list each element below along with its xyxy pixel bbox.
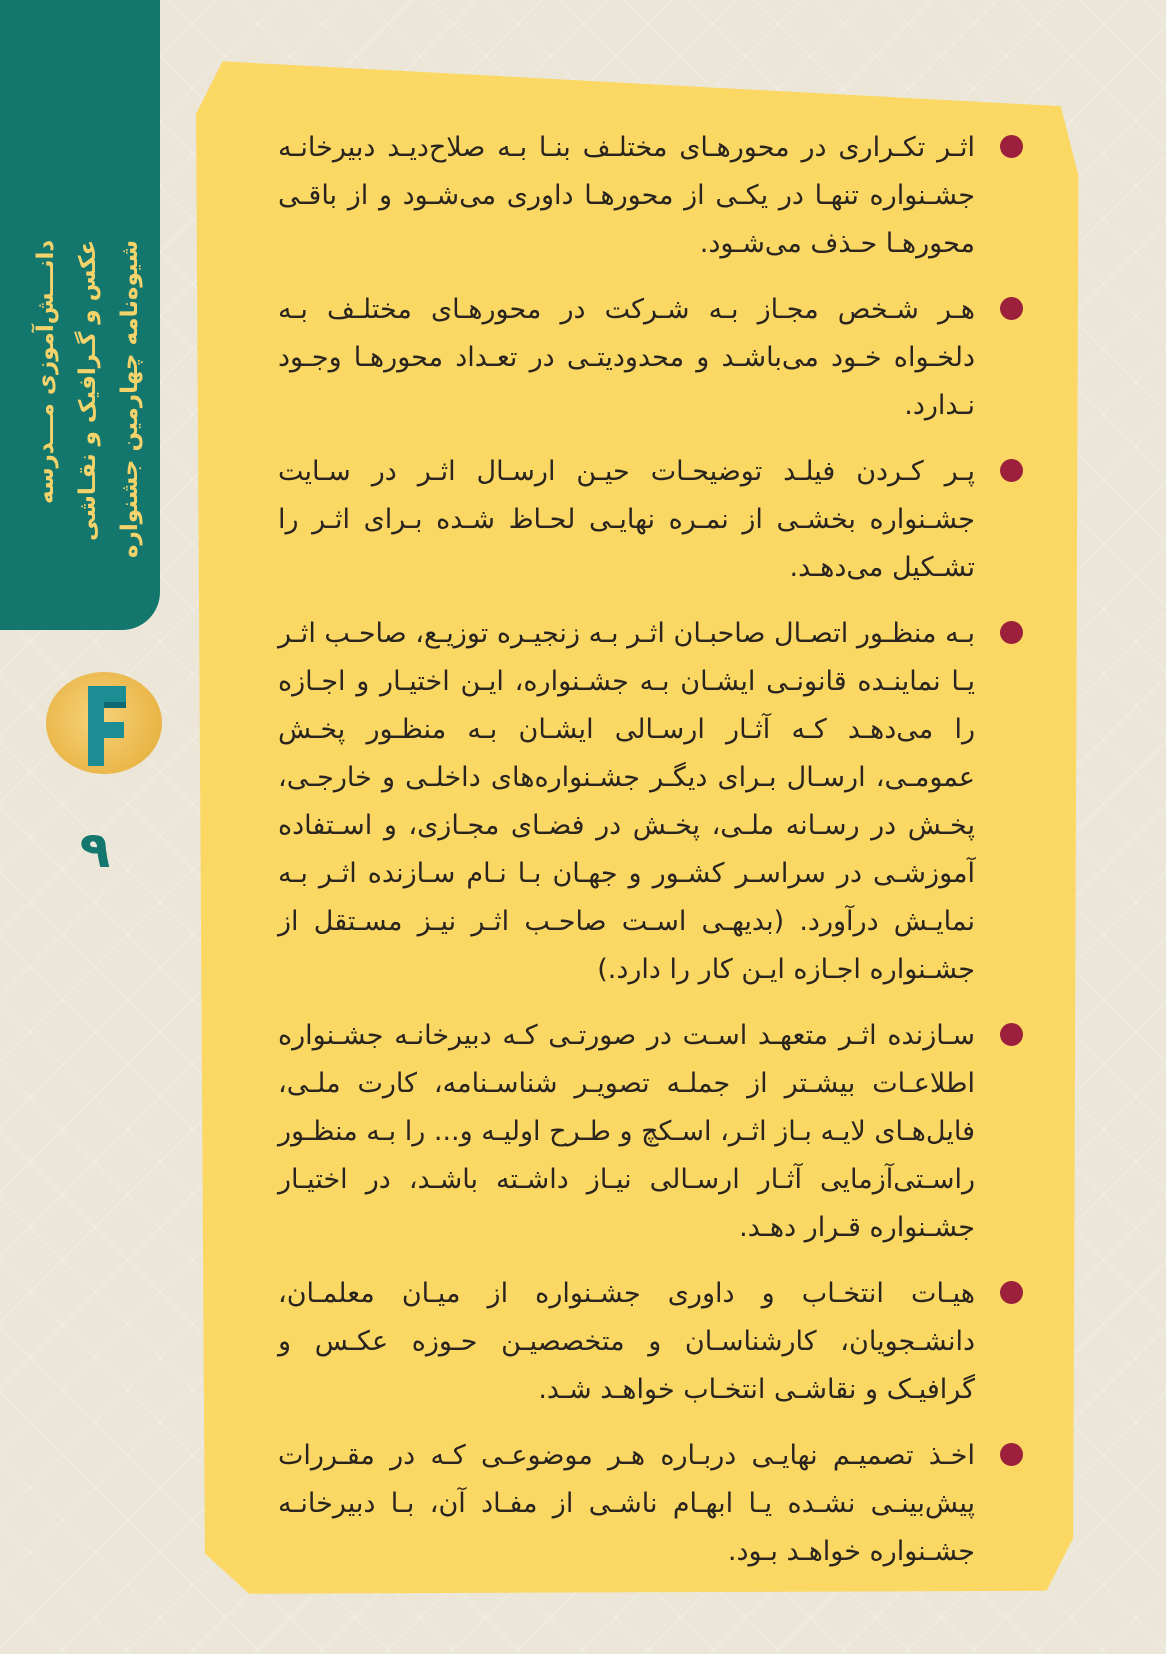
logo-mark-icon xyxy=(80,682,134,768)
list-item xyxy=(278,286,1023,430)
bullet-icon xyxy=(1000,621,1023,644)
list-item xyxy=(278,1270,1023,1414)
sidebar-title xyxy=(18,240,148,610)
list-item-text: بـه منظـور اتصـال صاحبـان اثـر بـه زنجیـره توزیـع، صاحـب اثـر یـا نماینـده قانونـی ایشـان بـه جشـنواره، ایـن اختیـار و اجـازه را می‌دهـد کـه آثـار ارسـالی ایشـان بـه منظـور پخـش عمومـی، ارسـال بـرای دیگـر جشـنواره‌های داخلـی و خارجـی، پخـش در رسـانه ملـی، پخـش در فضـای مجـازی، و اسـتفاده آموزشـی در سراسـر کشـور و جهـان بـا نـام سـازنده اثـر بـه نمایـش درآورد. (بدیهـی اسـت صاحـب اثـر نیـز مسـتقل از جشـنواره اجـازه ایـن کار را دارد.) xyxy=(278,618,975,985)
sidebar-title-line-3: دانـــش‌آموزی مـــدرسه xyxy=(33,240,59,505)
bullet-icon xyxy=(1000,1281,1023,1304)
list-item xyxy=(278,1012,1023,1252)
list-item-text: سـازنده اثـر متعهـد اسـت در صورتـی کـه دبیرخانـه جشـنواره اطلاعـات بیشـتر از جملـه تصویـر شناسـنامه، کارت ملـی، فایل‌هـای لایـه بـاز اثـر، اسـکچ و طـرح اولیـه و... را بـه منظـور راسـتی‌آزمایی آثـار ارسـالی نیـاز داشـته باشـد، در اختیـار جشـنواره قـرار دهـد. xyxy=(278,1020,975,1243)
sidebar-title-line-2: عکس و گـرافیک و نقـاشی xyxy=(75,240,101,542)
list-item-text: هـر شـخص مجـاز بـه شـرکت در محورهـای مختلـف بـه دلخـواه خـود می‌باشـد و محدودیتـی در تعـداد محورهـا وجـود نـدارد. xyxy=(278,294,975,421)
bullet-icon xyxy=(1000,459,1023,482)
page-number: ۹ xyxy=(79,821,111,879)
bullet-icon xyxy=(1000,135,1023,158)
list-item xyxy=(278,448,1023,592)
list-item xyxy=(278,124,1023,268)
list-item-text: پـر کـردن فیلـد توضیحـات حیـن ارسـال اثـر در سـایت جشـنواره بخشـی از نمـره نهایـی لحـاظ شـده بـرای اثـر را تشـکیل می‌دهـد. xyxy=(278,456,975,583)
sidebar-tab xyxy=(0,0,160,630)
list-item xyxy=(278,610,1023,994)
festival-logo xyxy=(46,672,162,774)
list-item xyxy=(278,1432,1023,1576)
list-item-text: هیـات انتخـاب و داوری جشـنواره از میـان معلمـان، دانشـجویان، کارشناسـان و متخصصیـن حـوزه عکـس و گرافیـک و نقاشـی انتخـاب خواهـد شـد. xyxy=(278,1278,975,1405)
list-item-text: اخـذ تصمیـم نهایـی دربـاره هـر موضوعـی کـه در مقـررات پیش‌بینـی نشـده یـا ابهـام ناشـی از مفـاد آن، بـا دبیرخانـه جشـنواره خواهـد بـود. xyxy=(278,1440,975,1567)
bullet-icon xyxy=(1000,1023,1023,1046)
bullet-icon xyxy=(1000,297,1023,320)
list-item-text: اثـر تکـراری در محورهـای مختلـف بنـا بـه صلاح‌دیـد دبیرخانـه جشـنواره تنهـا در یکـی از محورهـا داوری می‌شـود و از باقـی محورهـا حـذف می‌شـود. xyxy=(278,132,975,259)
sidebar-title-line-1: شیوه‌نامه چهارمین جشنواره xyxy=(117,240,143,558)
bullet-icon xyxy=(1000,1443,1023,1466)
rules-list xyxy=(278,124,1023,1567)
